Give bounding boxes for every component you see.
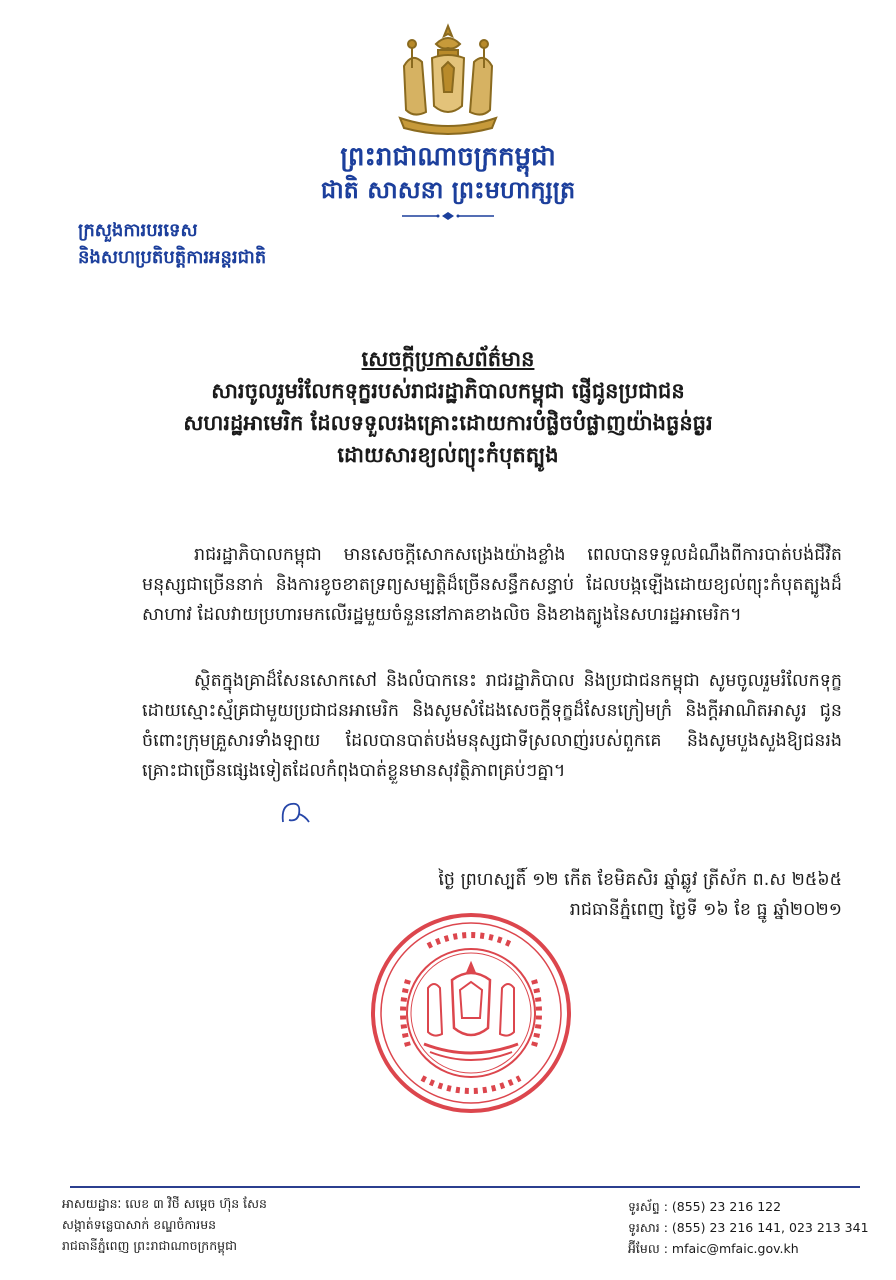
paragraph-2-text: ស្ថិតក្នុងគ្រាដ៏សែនសោកសៅ និងលំបាកនេះ រាជរដ្ឋាភិបាល និងប្រជាជនកម្ពុជា សូមចូលរួមរំលែកទុក្ខដោយស្មោះស្ម័គ្រជាមួយប្រជាជនអាមេរិក និងសូមសំដែងសេចក្តីទុក្ខដ៏សែនក្រៀមក្រំ និងក្តីអាណិតអាសូរ ជូនចំពោះក្រុមគ្រួសារទាំងឡាយ ដែលបានបាត់បង់មនុស្សជាទីស្រលាញ់របស់ពួកគេ និងសូមបួងសួងឱ្យជនរងគ្រោះជាច្រើនផ្សេងទៀតដែលកំពុងបាត់ខ្លួនមានសុវត្ថិភាពគ្រប់ៗគ្នា។ (142, 671, 842, 781)
royal-arms-emblem-icon (392, 22, 504, 140)
ministry-name-line1: ក្រសួងការបរទេស (78, 220, 198, 241)
footer-phone: ទូរស័ព្ទ : (855) 23 216 122 (628, 1199, 782, 1214)
title-line-2: សារចូលរួមរំលែកទុក្ខរបស់រាជរដ្ឋាភិបាលកម្ពុជា ផ្ញើជូនប្រជាជន (211, 379, 685, 403)
footer-email[interactable]: អ៊ីមែល : mfaic@mfaic.gov.kh (628, 1241, 799, 1256)
footer-fax: ទូរសារ : (855) 23 216 141, 023 213 341 (628, 1220, 869, 1235)
paragraph-1-text: រាជរដ្ឋាភិបាលកម្ពុជា មានសេចក្តីសោកសង្រេងយ៉ាងខ្លាំង ពេលបានទទួលដំណឹងពីការបាត់បង់ជីវិតមនុស្សជាច្រើននាក់ និងការខូចខាតទ្រព្យសម្បត្តិដ៏ច្រើនសន្ធឹកសន្ធាប់ ដែលបង្កឡើងដោយខ្យល់ព្យុះកំបុតត្បូងដ៏សាហាវ ដែលវាយប្រហារមកលើរដ្ឋមួយចំនួននៅភាគខាងលិច និងខាងត្បូងនៃសហរដ្ឋអាមេរិក។ (142, 545, 842, 625)
solar-date: រាជធានីភ្នំពេញ ថ្ងៃទី ១៦ ខែ ធ្នូ ឆ្នាំ២០២១ (569, 900, 842, 920)
title-line-4: ដោយសារខ្យល់ព្យុះកំបុតត្បូង (337, 443, 559, 467)
national-motto: ជាតិ សាសនា ព្រះមហាក្សត្រ (320, 176, 576, 204)
lunar-date: ថ្ងៃ ព្រហស្បតិ៍ ១២ កើត ខែមិគសិរ ឆ្នាំឆ្លូវ ត្រីស័ក ព.ស ២៥៦៥ (438, 870, 842, 890)
body-paragraph-1 (142, 540, 842, 630)
footer-address-line2: សង្កាត់ទន្លេបាសាក់ ខណ្ឌចំការមន (62, 1217, 217, 1232)
footer-address-line1: អាសយដ្ឋានៈ លេខ ៣ វិថី សម្តេច ហ៊ុន សែន (62, 1196, 267, 1211)
ministry-seal-stamp-icon (368, 910, 574, 1116)
decorative-divider-icon (398, 206, 498, 216)
document-title (60, 343, 836, 471)
title-line-1: សេចក្តីប្រកាសព័ត៌មាន (361, 347, 535, 371)
kingdom-title: ព្រះរាជាណាចក្រកម្ពុជា (340, 142, 556, 172)
handwritten-initials-icon (279, 800, 313, 826)
footer-divider (70, 1186, 860, 1188)
body-paragraph-2 (142, 666, 842, 786)
ministry-name-line2: និងសហប្រតិបត្តិការអន្តរជាតិ (78, 247, 267, 268)
title-line-3: សហរដ្ឋអាមេរិក ដែលទទួលរងគ្រោះដោយការបំផ្លិចបំផ្លាញយ៉ាងធ្ងន់ធ្ងរ (183, 411, 713, 435)
footer-address-line3: រាជធានីភ្នំពេញ ព្រះរាជាណាចក្រកម្ពុជា (62, 1238, 237, 1253)
